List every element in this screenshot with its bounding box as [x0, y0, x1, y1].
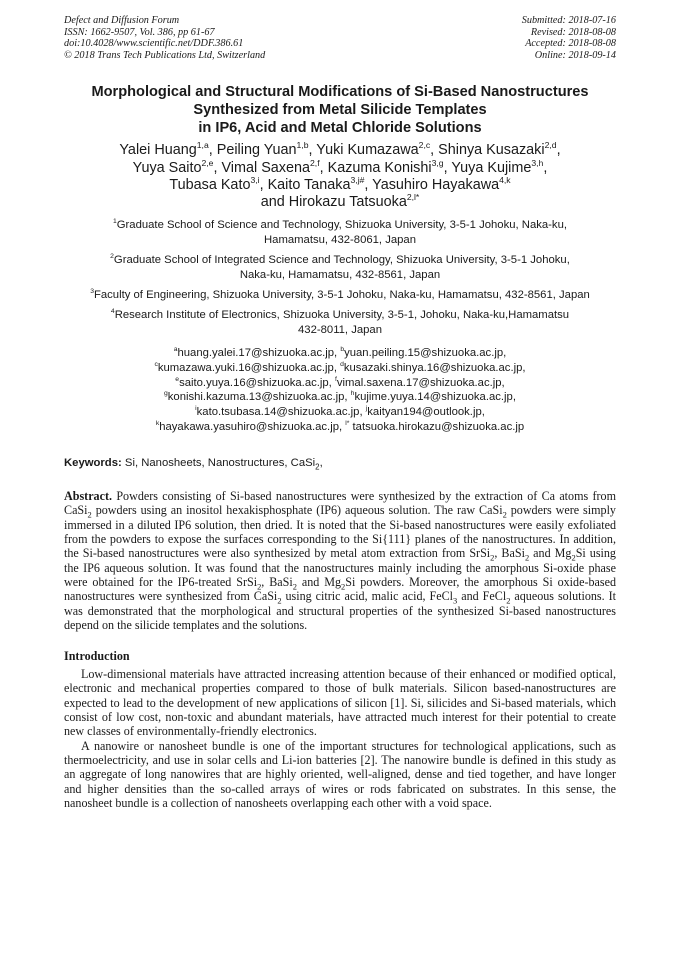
title-line: Synthesized from Metal Silicide Templates [193, 102, 487, 119]
email-address: hayakawa.yasuhiro@shizuoka.ac.jp, [159, 421, 346, 434]
email-sup: f [334, 375, 337, 383]
email-line [64, 420, 616, 435]
journal-info [64, 15, 265, 61]
email-sup: h [350, 390, 355, 398]
journal-copyright: © 2018 Trans Tech Publications Ltd, Switzerland [64, 49, 266, 61]
author-line: Tubasa Kato$^{3,i}$, Kaito Tanaka$^{3,j\#}$, Yasuhiro Hayakawa$^{4,k}$ [169, 175, 511, 193]
email-sup: c [154, 360, 158, 368]
email-line [64, 346, 616, 361]
email-sup: d [340, 360, 344, 368]
email-sup: g [164, 390, 168, 398]
section-heading-introduction: Introduction [64, 649, 130, 664]
affiliation-sup: 2 [110, 252, 114, 260]
affiliation-4 [64, 308, 616, 339]
author-line: Yalei Huang$^{1,a}$, Peiling Yuan$^{1,b}$, Yuki Kumazawa$^{2,c}$, Shinya Kusazaki$^{2,d}$, [119, 140, 561, 159]
author-sup: 2,e [201, 157, 214, 168]
author-name: Yuya Saito [132, 159, 202, 176]
abstract-text: Powders consisting of Si-based nanostructures were synthesized by the extraction of Ca atoms from CaSi$_2$ powders using an inositol hexakisphosphate (IP6) aqueous solution. The raw CaSi$_2$ powders were simply immersed in a diluted IP6 solution, then dried. It is noted that the Si-based nanostructures were easily exfoliated from the powders to expose the surfaces corresponding to the Si{111} planes of the nanostructures. In addition, the Si-based nanostructures were also synthesized by metal atom extraction from SrSi$_2$, BaSi$_2$ and $Mg_2Si$ using the IP6 aqueous solution. It was found that the nanostructures mainly including the amorphous Si-oxide phase were obtained for the IP6-treated SrSi$_2$, BaSi$_2$ and $Mg_2Si$ powders. Moreover, the amorphous Si oxide-based nanostructures were synthesized from CaSi$_2$ using citric acid, malic acid, FeCl$_3$ and FeCl$_2$ aqueous solutions. It was demonstrated that the morphological and structural properties of the synthesized Si-based nanostructures depend on the silicide templates and the solutions. [64, 489, 617, 632]
date-revised: Revised: 2018-08-08 [530, 26, 616, 38]
email-line [64, 361, 616, 376]
author-list [64, 142, 616, 211]
email-sup: k [155, 420, 160, 428]
submission-dates [522, 15, 616, 61]
keywords-text: Si, Nanosheets, Nanostructures, CaSi [124, 457, 316, 470]
author-name: Vimal Saxena [221, 159, 310, 176]
author-sup: 2,c [418, 140, 431, 151]
author-sup: 1,a [196, 140, 209, 151]
email-sup: l* [345, 420, 350, 428]
email-address: kusazaki.shinya.16@shizuoka.ac.jp, [343, 361, 526, 374]
author-name: Yuya Kujime [451, 159, 532, 176]
affiliation-line: Faculty of Engineering, Shizuoka University, 3-5-1 Johoku, Naka-ku, Hamamatsu, 432-8561, Japan [93, 288, 590, 301]
intro-paragraph: A nanowire or nanosheet bundle is one of the important structures for technological applications, such as thermoelectricity, and use in solar cells and Li-ion batteries [2]. The nanowire bundle is defined in this study as an aggregate of long nanowires that are highly oriented, well-aligned, dense and tied together, and have longer and higher densities than the so-called arrays of wires or rods fabricated on substrates. In this sense, the nanosheet bundle is a collection of nanosheets overlapping each other with a void space. [64, 738, 616, 810]
email-address: saito.yuya.16@shizuoka.ac.jp, [179, 376, 335, 389]
author-sup: 3,j# [350, 175, 365, 186]
affiliation-1 [64, 218, 616, 249]
journal-header [64, 15, 616, 61]
abstract-label: Abstract. [64, 489, 113, 504]
author-name: Kaito Tanaka [267, 176, 351, 193]
date-submitted: Submitted: 2018-07-16 [521, 15, 616, 26]
paper-title [64, 83, 616, 137]
affiliation-line: Graduate School of Integrated Science and Technology, Shizuoka University, 3-5-1 Johoku, [113, 253, 570, 266]
paper-page [64, 15, 616, 810]
intro-paragraph: Low-dimensional materials have attracted increasing attention because of their enhanced or modified optical, electronic and mechanical properties compared to those of bulk materials. Silicon based-nanostructures are expected to lead to the development of new applications of silicon [1]. Si, silicides and Si-based materials, which consist of low cost, non-toxic and abundant materials, have attracted much interest for their potential to create new classes of environmentally-friendly electronics. [64, 667, 616, 739]
affiliation-line: 432-8011, Japan [298, 324, 382, 337]
affiliation-line: Hamamatsu, 432-8061, Japan [264, 234, 416, 247]
author-sup: 1,b [296, 140, 309, 151]
email-sup: b [340, 345, 345, 353]
affiliation-3 [64, 288, 616, 304]
email-sup: e [175, 375, 180, 383]
title-line: in IP6, Acid and Metal Chloride Solutions [198, 120, 482, 137]
email-address: kumazawa.yuki.16@shizuoka.ac.jp, [157, 361, 341, 374]
author-sup: 2,f [310, 157, 320, 168]
author-name: Shinya Kusazaki [438, 142, 545, 159]
author-line: and Hirokazu Tatsuoka$^{2,l*}$ [260, 192, 420, 211]
author-name: Tubasa Kato [169, 176, 251, 193]
author-name: Yasuhiro Hayakawa [372, 176, 500, 193]
author-line: Yuya Saito$^{2,e}$, Vimal Saxena$^{2,f}$, Kazuma Konishi$^{3,g}$, Yuya Kujime$^{3,h}$, [132, 157, 548, 176]
email-list [64, 346, 616, 435]
email-address: yuan.peiling.15@shizuoka.ac.jp, [344, 346, 507, 359]
affiliation-line: Research Institute of Electronics, Shizuoka University, 3-5-1, Johoku, Naka-ku,Hamamatsu [114, 308, 570, 321]
author-name: Yalei Huang [119, 142, 197, 159]
journal-name: Defect and Diffusion Forum [64, 15, 180, 26]
email-line [64, 390, 616, 405]
date-online: Online: 2018-09-14 [534, 49, 616, 61]
email-address: kaityan194@outlook.jp, [367, 406, 485, 419]
keywords-label: Keywords: [64, 457, 122, 470]
author-sup: 2,d [544, 140, 557, 151]
author-sup: 2,l* [406, 192, 420, 203]
author-sup: 3,i [250, 175, 260, 186]
email-address: tatsuoka.hirokazu@shizuoka.ac.jp [349, 421, 525, 434]
affiliation-sup: 1 [112, 217, 117, 225]
email-address: kato.tsubasa.14@shizuoka.ac.jp, [196, 406, 366, 419]
affiliation-line: Naka-ku, Hamamatsu, 432-8561, Japan [239, 269, 441, 282]
journal-issn: ISSN: 1662-9507, Vol. 386, pp 61-67 [64, 26, 215, 38]
email-address: huang.yalei.17@shizuoka.ac.jp, [177, 346, 341, 359]
email-line [64, 405, 616, 420]
affiliation-2 [64, 253, 616, 284]
affiliation-list [64, 218, 616, 339]
email-address: vimal.saxena.17@shizuoka.ac.jp, [336, 376, 505, 389]
affiliation-line: Graduate School of Science and Technology, Shizuoka University, 3-5-1 Johoku, Naka-ku, [116, 218, 567, 231]
email-sup: a [173, 345, 178, 353]
affiliation-sup: 4 [110, 307, 115, 315]
email-address: konishi.kazuma.13@shizuoka.ac.jp, [167, 391, 351, 404]
email-line [64, 376, 616, 391]
date-accepted: Accepted: 2018-08-08 [525, 38, 616, 50]
title-line: Morphological and Structural Modifications of Si-Based Nanostructures [91, 84, 589, 101]
journal-doi: doi:10.4028/www.scientific.net/DDF.386.61 [64, 38, 244, 50]
abstract [64, 489, 616, 632]
email-sup: j [365, 405, 368, 413]
author-sup: 3,h [531, 157, 544, 168]
author-name: Yuki Kumazawa [316, 142, 419, 159]
author-name: Peiling Yuan [216, 142, 297, 159]
email-address: kujime.yuya.14@shizuoka.ac.jp, [354, 391, 516, 404]
keywords: Keywords: Si, Nanosheets, Nanostructures, CaSi$_2$, [64, 457, 323, 472]
email-sup: i [195, 405, 197, 413]
affiliation-sup: 3 [90, 288, 94, 296]
author-name: Kazuma Konishi [327, 159, 432, 176]
author-name: Hirokazu Tatsuoka [288, 194, 407, 211]
author-sup: 4,k [499, 175, 511, 186]
author-sup: 3,g [431, 157, 444, 168]
